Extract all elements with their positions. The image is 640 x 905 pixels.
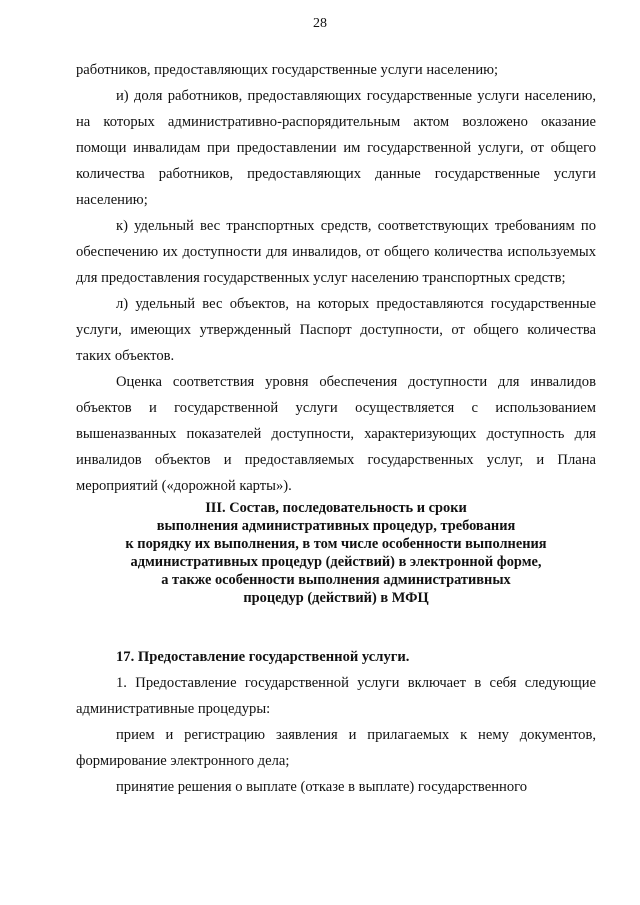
paragraph-decision: принятие решения о выплате (отказе в выплате) государственного xyxy=(116,779,528,795)
section-heading-line: административных процедур (действий) в электронной форме, xyxy=(130,554,542,570)
paragraph-item-i: и) доля работников, предоставляющих государственные услуги населению, на которых административно-распорядительным актом возложено оказание помощи инвалидам при предоставлении им государственной услуги, от общего количества работников, предоставляющих данные государственные услуги населению; xyxy=(76,88,596,208)
section-heading-line: выполнения административных процедур, требования xyxy=(156,518,516,534)
section-heading-line: а также особенности выполнения административных xyxy=(161,572,511,588)
page-number: 28 xyxy=(313,16,327,31)
section-heading-line: III. Состав, последовательность и сроки xyxy=(205,500,467,516)
paragraph-item-k: к) удельный вес транспортных средств, соответствующих требованиям по обеспечению их доступности для инвалидов, от общего количества используемых для предоставления государственных услуг населению транспортных средств; xyxy=(76,218,596,286)
document-body xyxy=(76,57,596,800)
section-heading-line: процедур (действий) в МФЦ xyxy=(243,590,429,606)
paragraph-procedures: 1. Предоставление государственной услуги включает в себя следующие административные процедуры: xyxy=(76,675,596,717)
subsection-heading: 17. Предоставление государственной услуги. xyxy=(116,649,410,665)
paragraph-reception: прием и регистрацию заявления и прилагаемых к нему документов, формирование электронного дела; xyxy=(76,727,596,769)
section-heading xyxy=(76,499,596,607)
paragraph-assessment: Оценка соответствия уровня обеспечения доступности для инвалидов объектов и государственной услуги осуществляется с использованием вышеназванных показателей доступности, характеризующих доступность для инвалидов объектов и предоставляемых государственных услуг, и Плана мероприятий («дорожной карты»). xyxy=(76,374,596,494)
section-heading-line: к порядку их выполнения, в том числе особенности выполнения xyxy=(125,536,547,552)
paragraph-continuation: работников, предоставляющих государственные услуги населению; xyxy=(76,62,499,78)
paragraph-item-l: л) удельный вес объектов, на которых предоставляются государственные услуги, имеющих утвержденный Паспорт доступности, от общего количества таких объектов. xyxy=(76,296,596,364)
